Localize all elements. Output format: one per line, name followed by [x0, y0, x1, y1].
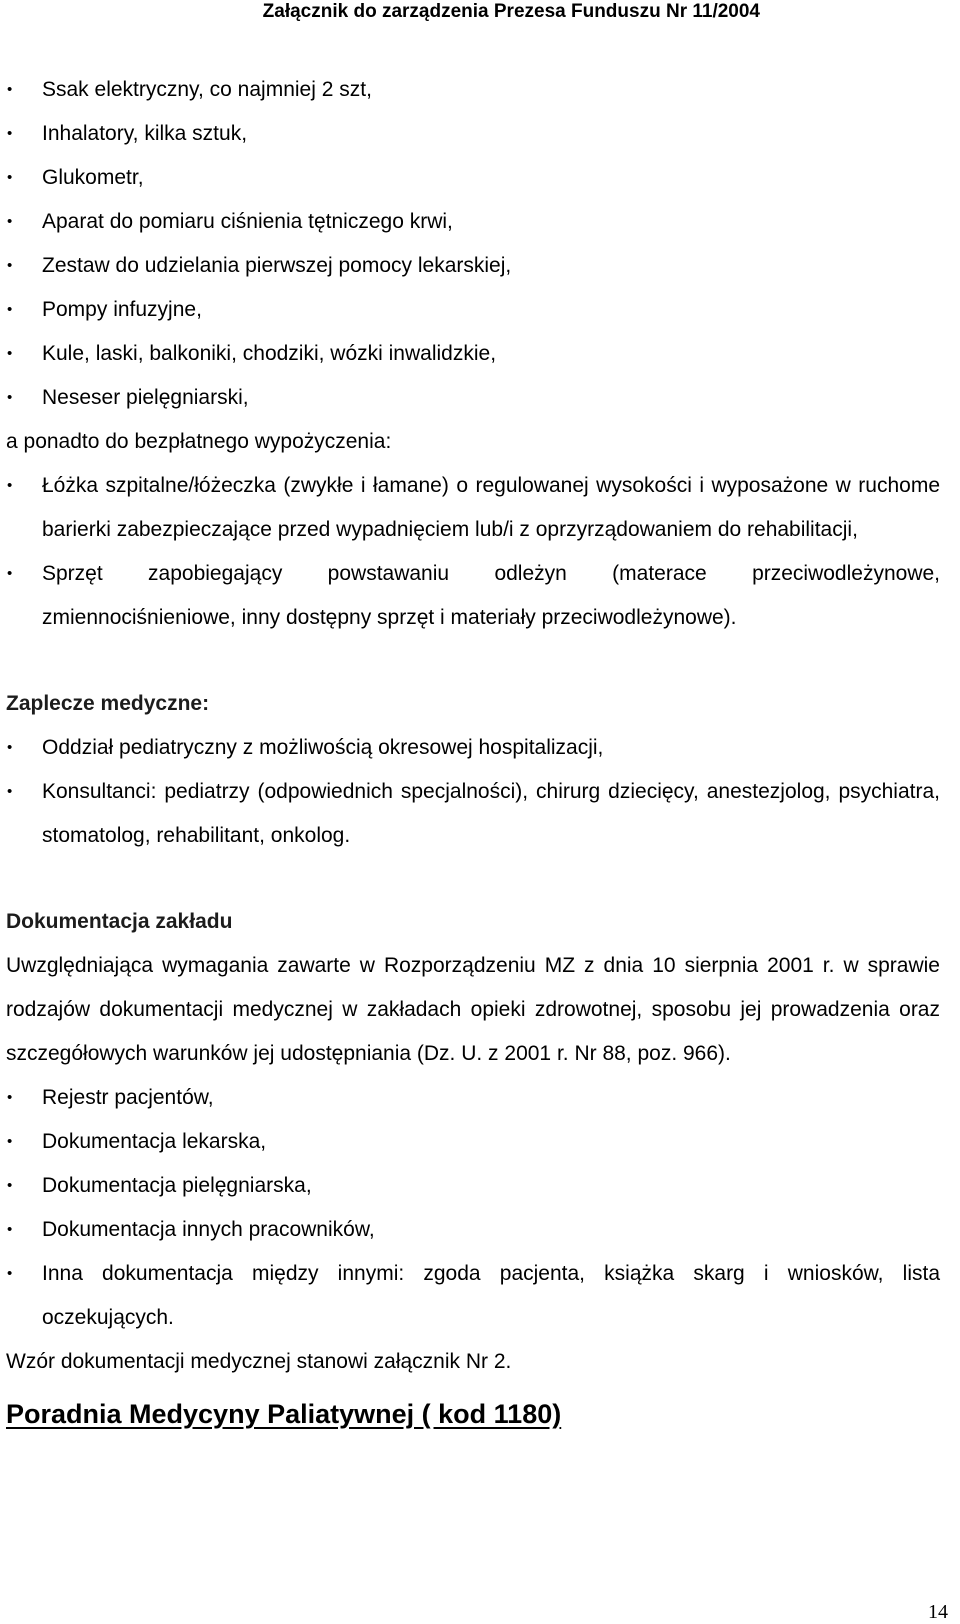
page-content [6, 68, 940, 1436]
documentation-intro: Uwzględniająca wymagania zawarte w Rozporządzeniu MZ z dnia 10 sierpnia 2001 r. w sprawie rodzajów dokumentacji medycznej w zakładach opieki zdrowotnej, sposobu jej prowadzenia oraz szczegółowych warunków jej udostępniania (Dz. U. z 2001 r. Nr 88, poz. 966). [6, 954, 940, 1065]
documentation-note: Wzór dokumentacji medycznej stanowi załącznik Nr 2. [6, 1350, 512, 1373]
list-item: • Inhalatory, kilka sztuk, [6, 112, 940, 156]
list-item: • Rejestr pacjentów, [6, 1076, 940, 1120]
bullet-icon: • [7, 169, 13, 186]
medical-base-heading: Zaplecze medyczne: [6, 692, 210, 715]
list-item: • Dokumentacja innych pracowników, [6, 1208, 940, 1252]
bullet-icon: • [7, 1221, 13, 1238]
bullet-icon: • [7, 345, 13, 362]
list-item: • Sprzęt zapobiegający powstawaniu odleżyn (materace przeciwodleżynowe, zmiennociśnieniowe, inny dostępny sprzęt i materiały przeciwodleżynowe). [6, 552, 940, 640]
bullet-icon: • [7, 739, 13, 756]
equipment-list [6, 68, 940, 420]
bullet-icon: • [7, 783, 13, 800]
page-number: 14 [928, 1601, 948, 1623]
bullet-icon: • [7, 301, 13, 318]
bullet-icon: • [7, 1177, 13, 1194]
medical-base-list [6, 726, 940, 858]
list-item: • Dokumentacja lekarska, [6, 1120, 940, 1164]
loan-list [6, 464, 940, 640]
list-item: • Glukometr, [6, 156, 940, 200]
bullet-icon: • [7, 1133, 13, 1150]
documentation-list [6, 1076, 940, 1340]
list-item: • Aparat do pomiaru ciśnienia tętniczego krwi, [6, 200, 940, 244]
bullet-icon: • [7, 1265, 13, 1282]
bullet-icon: • [7, 565, 13, 582]
list-item: • Ssak elektryczny, co najmniej 2 szt, [6, 68, 940, 112]
list-item: • Dokumentacja pielęgniarska, [6, 1164, 940, 1208]
list-item: • Neseser pielęgniarski, [6, 376, 940, 420]
bullet-icon: • [7, 125, 13, 142]
list-item: • Łóżka szpitalne/łóżeczka (zwykłe i łamane) o regulowanej wysokości i wyposażone w ruchome barierki zabezpieczające przed wypadnięciem lub/i z oprzyrządowaniem do rehabilitacji, [6, 464, 940, 552]
bullet-icon: • [7, 213, 13, 230]
bullet-icon: • [7, 257, 13, 274]
section-title: Poradnia Medycyny Paliatywnej ( kod 1180) [6, 1399, 562, 1429]
list-item: • Zestaw do udzielania pierwszej pomocy lekarskiej, [6, 244, 940, 288]
list-item: • Oddział pediatryczny z możliwością okresowej hospitalizacji, [6, 726, 940, 770]
document-header: Załącznik do zarządzenia Prezesa Funduszu Nr 11/2004 [262, 1, 760, 22]
list-item: • Konsultanci: pediatrzy (odpowiednich specjalności), chirurg dziecięcy, anestezjolog, psychiatra, stomatolog, rehabilitant, onkolog. [6, 770, 940, 858]
list-item: • Inna dokumentacja między innymi: zgoda pacjenta, książka skarg i wniosków, lista oczekujących. [6, 1252, 940, 1340]
list-item: • Pompy infuzyjne, [6, 288, 940, 332]
bullet-icon: • [7, 1089, 13, 1106]
bullet-icon: • [7, 477, 13, 494]
bullet-icon: • [7, 389, 13, 406]
documentation-heading: Dokumentacja zakładu [6, 910, 233, 933]
loan-intro: a ponadto do bezpłatnego wypożyczenia: [6, 430, 392, 453]
bullet-icon: • [7, 81, 13, 98]
list-item: • Kule, laski, balkoniki, chodziki, wózki inwalidzkie, [6, 332, 940, 376]
